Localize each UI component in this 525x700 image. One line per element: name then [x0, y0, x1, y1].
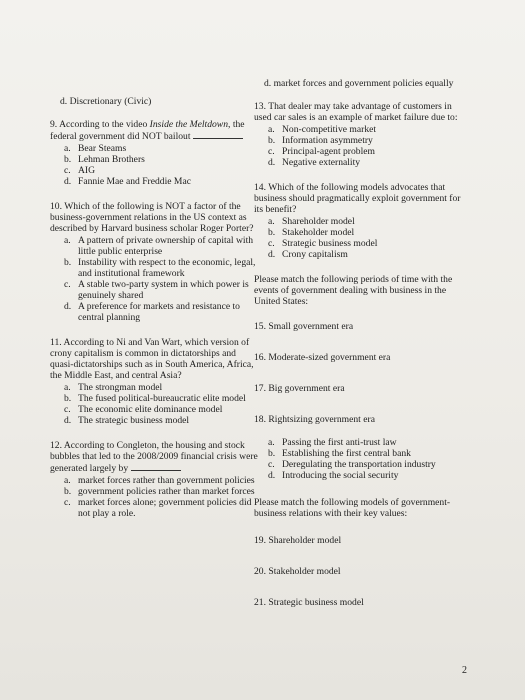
option-b: b. Establishing the first central bank [268, 448, 411, 459]
match-item-18: 18. Rightsizing government era [254, 414, 375, 425]
question-text: According to Ni and Van Wart, which version of crony capitalism is common in dictatorships and quasi-dictatorships such as in South America, Africa, the Middle East, and central Asia? [50, 337, 254, 381]
option-c: c. Strategic business model [268, 238, 378, 249]
option-d-market-forces: d. market forces and government policies equally [264, 78, 454, 89]
options-list [50, 475, 260, 519]
option-a: a. Non-competitive market [268, 124, 377, 135]
question-9 [50, 119, 260, 187]
option-a: a. Shareholder model [268, 216, 355, 227]
option-d: d. Introducing the social security [268, 470, 399, 481]
matching-options-periods [254, 437, 469, 481]
option-c: c. Principal-agent problem [268, 146, 375, 157]
option-a: a. A pattern of private ownership of capital with little public enterprise [64, 235, 254, 257]
option-d: d. Crony capitalism [268, 249, 348, 260]
question-text: According to Congleton, the housing and stock bubbles that led to the 2008/2009 financial crisis were generated largely by [50, 440, 258, 474]
option-a: a. Bear Steams [64, 143, 127, 154]
question-number: 13. [254, 101, 266, 112]
option-b: b. The fused political-bureaucratic elite model [64, 393, 246, 404]
option-c: c. Deregulating the transportation industry [268, 459, 436, 470]
question-number: 10. [50, 201, 62, 212]
question-number: 12. [50, 440, 62, 451]
question-text: Which of the following models advocates that business should pragmatically exploit government for its benefit? [254, 182, 461, 215]
matching-instruction-periods: Please match the following periods of time with the events of government dealing with business in the United States: [254, 274, 453, 307]
options-list [254, 216, 469, 260]
option-b: b. Instability with respect to the economic, legal, and institutional framework [64, 257, 256, 279]
page-number: 2 [462, 665, 467, 676]
question-12 [50, 440, 260, 519]
question-10 [50, 201, 260, 323]
options-list [50, 382, 260, 426]
question-text: According to the video Inside the Meltdown, the federal government did NOT bailout [50, 119, 245, 142]
match-item-15: 15. Small government era [254, 321, 354, 332]
option-d: d. Fannie Mae and Freddie Mac [64, 176, 191, 187]
match-item-21: 21. Strategic business model [254, 597, 364, 608]
question-13 [254, 101, 469, 168]
option-d-discretionary: d. Discretionary (Civic) [60, 96, 152, 107]
left-column [50, 96, 260, 533]
option-d: d. A preference for markets and resistance to central planning [64, 301, 240, 323]
question-14 [254, 182, 469, 260]
options-list [50, 235, 260, 323]
question-11 [50, 337, 260, 426]
options-list [50, 143, 260, 187]
question-number: 14. [254, 182, 266, 193]
right-column [254, 78, 469, 628]
option-c: c. market forces alone; government policies did not play a role. [64, 497, 252, 519]
question-number: 9. [50, 119, 58, 130]
option-b: b. Information asymmetry [268, 135, 373, 146]
match-item-16: 16. Moderate-sized government era [254, 352, 391, 363]
option-d: d. Negative externality [268, 157, 361, 168]
question-text: Which of the following is NOT a factor of the business-government relations in the US context as described by Harvard business scholar Roger Porter? [50, 201, 254, 234]
matching-instruction-models: Please match the following models of government-business relations with their key values: [254, 497, 451, 519]
option-d: d. The strategic business model [64, 415, 190, 426]
option-b: b. Stakeholder model [268, 227, 355, 238]
option-c: c. A stable two-party system in which power is genuinely shared [64, 279, 249, 301]
match-item-20: 20. Stakeholder model [254, 566, 341, 577]
option-a: a. The strongman model [64, 382, 163, 393]
question-text: That dealer may take advantage of customers in used car sales is an example of market failure due to: [254, 101, 458, 123]
option-c: c. The economic elite dominance model [64, 404, 223, 415]
option-a: a. market forces rather than government policies [64, 475, 255, 486]
match-item-17: 17. Big government era [254, 383, 345, 394]
answer-blank [131, 462, 181, 471]
option-c: c. AIG [64, 165, 96, 176]
question-number: 11. [50, 337, 62, 348]
option-a: a. Passing the first anti-trust law [268, 437, 397, 448]
options-list [254, 124, 469, 168]
match-item-19: 19. Shareholder model [254, 535, 342, 546]
answer-blank [193, 130, 243, 139]
option-b: b. Lehman Brothers [64, 154, 145, 165]
option-b: b. government policies rather than market forces [64, 486, 255, 497]
